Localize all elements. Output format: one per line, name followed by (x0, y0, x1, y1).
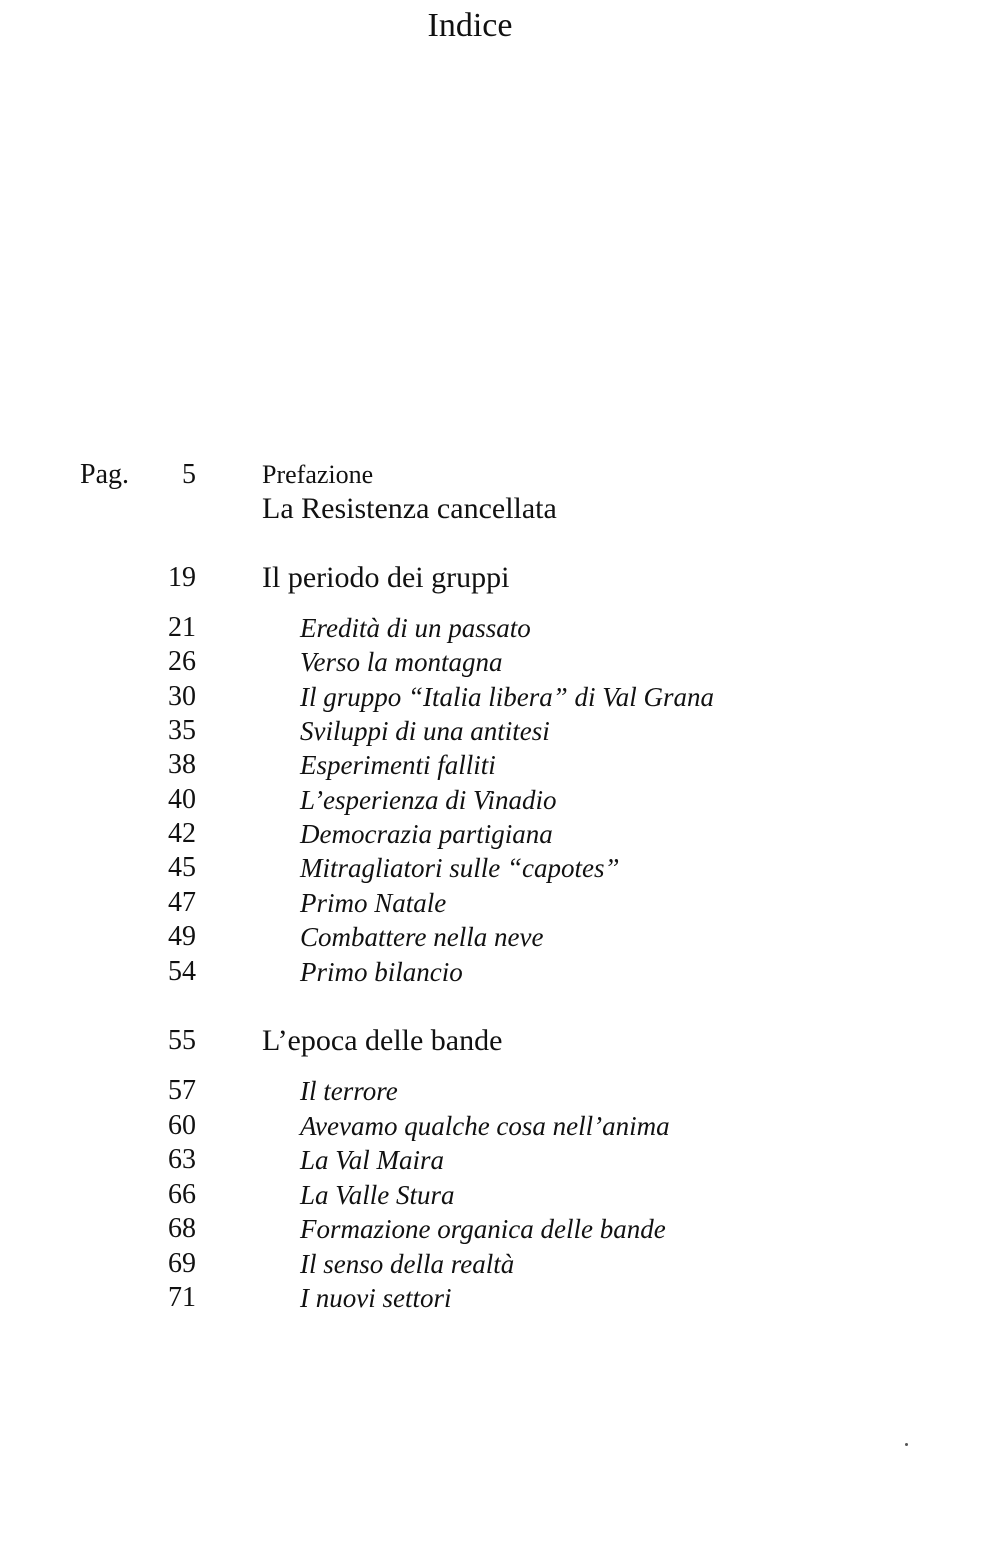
toc-section (0, 714, 1000, 748)
toc-page-number: 35 (168, 715, 196, 746)
toc-entry-resistenza-cancellata (0, 492, 1000, 526)
toc-section-title: Combattere nella neve (300, 922, 544, 952)
toc-chapter-title: Il periodo dei gruppi (262, 561, 510, 594)
toc-page-number: 68 (168, 1213, 196, 1244)
toc-page-number: 55 (168, 1025, 196, 1056)
toc-entry-title: Prefazione (262, 460, 374, 489)
toc-section (0, 1212, 1000, 1246)
toc-page-number: 57 (168, 1075, 196, 1106)
toc-page-number: 60 (168, 1110, 196, 1141)
page-prefix-label: Pag. (80, 459, 129, 490)
toc-section (0, 611, 1000, 645)
toc-page-number: 63 (168, 1144, 196, 1175)
toc-page-number: 40 (168, 784, 196, 815)
toc-section (0, 645, 1000, 679)
toc-page-number: 69 (168, 1248, 196, 1279)
toc-section-title: L’esperienza di Vinadio (300, 785, 557, 815)
toc-section (0, 783, 1000, 817)
toc-section (0, 886, 1000, 920)
toc-section-title: Sviluppi di una antitesi (300, 716, 550, 746)
toc-section (0, 1178, 1000, 1212)
toc-section-title: I nuovi settori (300, 1283, 452, 1313)
toc-section (0, 955, 1000, 989)
toc-page-number: 45 (168, 852, 196, 883)
toc-section-title: Eredità di un passato (300, 613, 531, 643)
toc-page-number: 30 (168, 681, 196, 712)
toc-section (0, 1281, 1000, 1315)
toc-page-number: 26 (168, 646, 196, 677)
toc-section-title: La Valle Stura (300, 1180, 455, 1210)
toc-section (0, 851, 1000, 885)
page-title: Indice (427, 7, 513, 44)
toc-page-number: 19 (168, 562, 196, 593)
toc-section-title: Il senso della realtà (300, 1249, 515, 1279)
toc-page-number: 54 (168, 956, 196, 987)
toc-section-title: Avevamo qualche cosa nell’anima (300, 1111, 670, 1141)
toc-section-title: Verso la montagna (300, 647, 503, 677)
toc-chapter-epoca-delle-bande (0, 1024, 1000, 1058)
toc-page-number: 42 (168, 818, 196, 849)
toc-section-title: Democrazia partigiana (300, 819, 553, 849)
toc-chapter-periodo-dei-gruppi (0, 561, 1000, 595)
toc-section (0, 920, 1000, 954)
toc-page-number: 21 (168, 612, 196, 643)
toc-section (0, 680, 1000, 714)
toc-page-number: 49 (168, 921, 196, 952)
toc-chapter-title: La Resistenza cancellata (262, 492, 557, 525)
toc-section-title: Esperimenti falliti (300, 750, 496, 780)
toc-section-title: Il terrore (300, 1076, 398, 1106)
toc-section-title: La Val Maira (300, 1145, 445, 1175)
toc-section-title: Mitragliatori sulle “capotes” (300, 853, 620, 883)
toc-section-title: Primo bilancio (300, 957, 463, 987)
toc-page-number: 66 (168, 1179, 196, 1210)
toc-entry-prefazione (0, 458, 1000, 492)
scan-speck (905, 1443, 908, 1446)
toc-section-title: Formazione organica delle bande (300, 1214, 666, 1244)
toc-section (0, 1074, 1000, 1108)
toc-section (0, 748, 1000, 782)
toc-page-number: 38 (168, 749, 196, 780)
toc-section-title: Primo Natale (300, 888, 447, 918)
toc-page-number: 47 (168, 887, 196, 918)
toc-chapter-title: L’epoca delle bande (262, 1024, 503, 1057)
toc-page-number: 71 (168, 1282, 196, 1313)
toc-page-number: 5 (182, 459, 196, 490)
toc-section (0, 1143, 1000, 1177)
toc-section (0, 1247, 1000, 1281)
toc-section (0, 817, 1000, 851)
toc-section (0, 1109, 1000, 1143)
toc-section-title: Il gruppo “Italia libera” di Val Grana (300, 682, 715, 712)
